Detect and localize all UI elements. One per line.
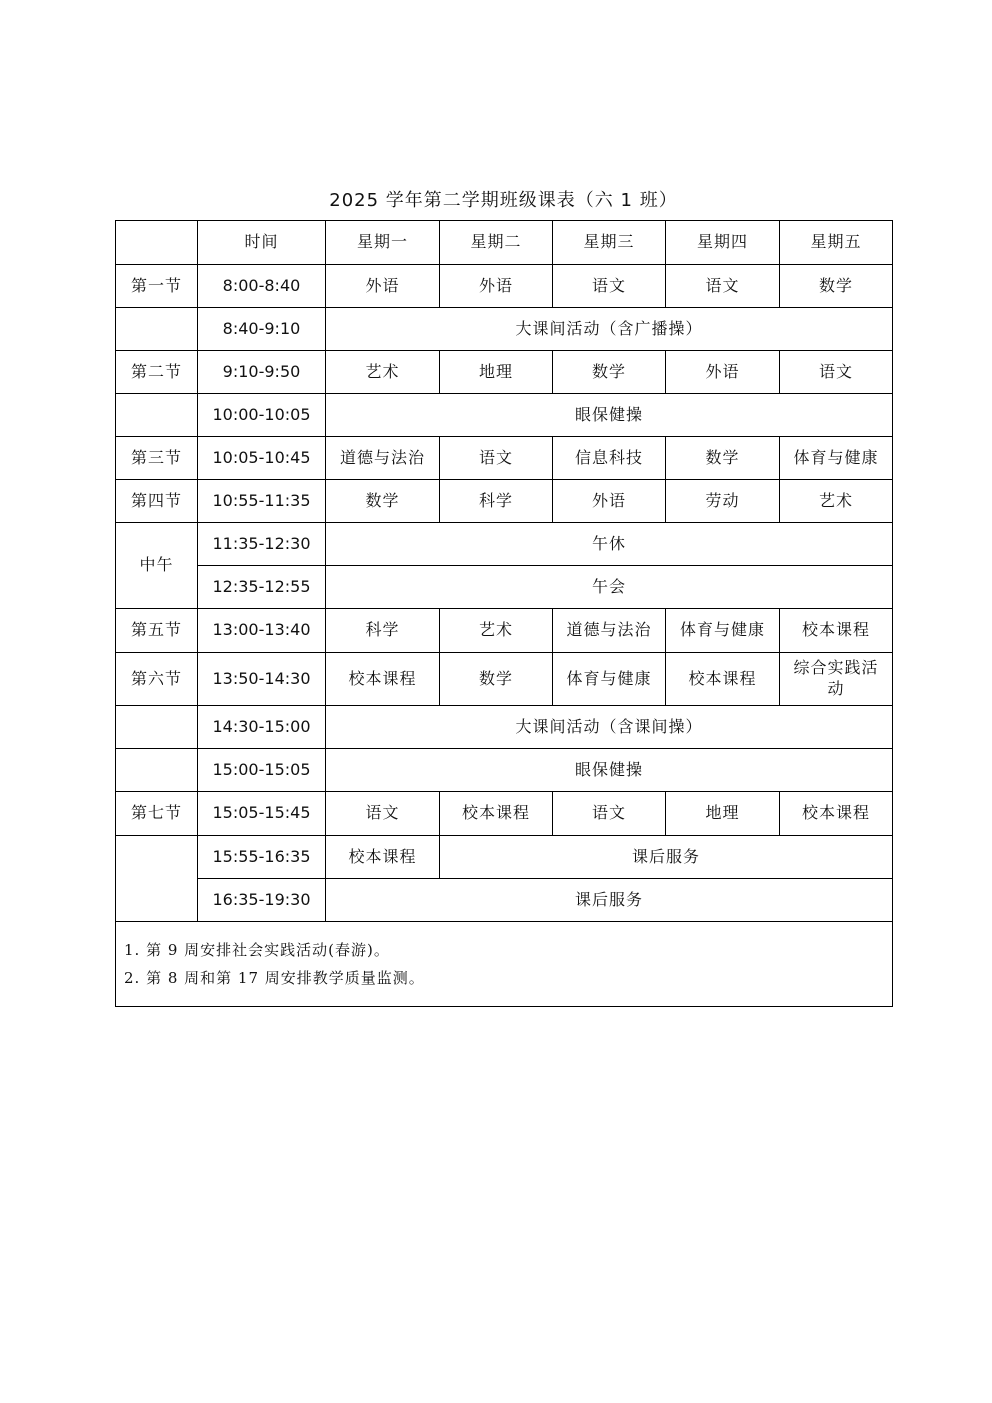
activity-cell: 课后服务 (326, 879, 893, 922)
table-row (116, 653, 893, 706)
notes-row (116, 922, 893, 1007)
subject-cell: 艺术 (440, 609, 553, 653)
header-row (116, 221, 893, 265)
activity-cell: 眼保健操 (326, 394, 893, 437)
subject-cell: 体育与健康 (666, 609, 780, 653)
subject-cell: 语文 (440, 437, 553, 480)
activity-cell: 午会 (326, 566, 893, 609)
table-row (116, 706, 893, 749)
subject-cell: 语文 (553, 265, 666, 308)
table-row (116, 437, 893, 480)
subject-cell: 综合实践活动 (780, 653, 893, 706)
time-cell: 10:55-11:35 (198, 480, 326, 523)
subject-cell: 校本课程 (780, 792, 893, 836)
subject-cell: 校本课程 (326, 836, 440, 879)
timetable (115, 220, 893, 1007)
subject-cell: 道德与法治 (326, 437, 440, 480)
note-item: 1. 第 9 周安排社会实践活动(春游)。 (124, 941, 390, 959)
table-row (116, 480, 893, 523)
time-cell: 12:35-12:55 (198, 566, 326, 609)
table-row (116, 308, 893, 351)
page-title: 2025 学年第二学期班级课表（六 1 班） (329, 190, 678, 211)
subject-cell: 道德与法治 (553, 609, 666, 653)
subject-cell: 数学 (780, 265, 893, 308)
time-cell: 15:05-15:45 (198, 792, 326, 836)
period-label: 第三节 (116, 437, 198, 480)
time-cell: 13:00-13:40 (198, 609, 326, 653)
subject-cell: 地理 (666, 792, 780, 836)
table-row (116, 879, 893, 922)
activity-cell: 大课间活动（含广播操） (326, 308, 893, 351)
subject-cell: 艺术 (780, 480, 893, 523)
subject-cell: 校本课程 (780, 609, 893, 653)
time-cell: 15:55-16:35 (198, 836, 326, 879)
time-cell: 8:40-9:10 (198, 308, 326, 351)
table-row (116, 836, 893, 879)
subject-cell: 外语 (666, 351, 780, 394)
period-label: 第一节 (116, 265, 198, 308)
notes-cell (116, 922, 893, 1007)
subject-cell: 地理 (440, 351, 553, 394)
header-time: 时间 (198, 221, 326, 265)
header-day-fri: 星期五 (780, 221, 893, 265)
subject-cell: 校本课程 (440, 792, 553, 836)
header-period (116, 221, 198, 265)
time-cell: 10:00-10:05 (198, 394, 326, 437)
activity-cell: 午休 (326, 523, 893, 566)
table-row (116, 566, 893, 609)
table-row (116, 609, 893, 653)
table-row (116, 792, 893, 836)
activity-cell: 眼保健操 (326, 749, 893, 792)
time-cell: 13:50-14:30 (198, 653, 326, 706)
period-label: 第七节 (116, 792, 198, 836)
subject-cell: 校本课程 (666, 653, 780, 706)
period-label (116, 749, 198, 792)
subject-cell: 艺术 (326, 351, 440, 394)
subject-cell: 体育与健康 (780, 437, 893, 480)
period-label: 第二节 (116, 351, 198, 394)
table-row (116, 265, 893, 308)
period-label-noon: 中午 (116, 523, 198, 609)
subject-cell: 语文 (666, 265, 780, 308)
subject-cell: 数学 (666, 437, 780, 480)
time-cell: 10:05-10:45 (198, 437, 326, 480)
period-label: 第五节 (116, 609, 198, 653)
time-cell: 9:10-9:50 (198, 351, 326, 394)
subject-cell: 外语 (553, 480, 666, 523)
subject-cell: 语文 (780, 351, 893, 394)
time-cell: 15:00-15:05 (198, 749, 326, 792)
subject-cell: 体育与健康 (553, 653, 666, 706)
table-row (116, 351, 893, 394)
subject-cell: 校本课程 (326, 653, 440, 706)
time-cell: 14:30-15:00 (198, 706, 326, 749)
subject-cell: 语文 (326, 792, 440, 836)
period-label: 第六节 (116, 653, 198, 706)
subject-cell: 科学 (326, 609, 440, 653)
note-item: 2. 第 8 周和第 17 周安排教学质量监测。 (124, 969, 425, 987)
header-day-thu: 星期四 (666, 221, 780, 265)
time-cell: 16:35-19:30 (198, 879, 326, 922)
period-label (116, 394, 198, 437)
subject-cell: 科学 (440, 480, 553, 523)
subject-cell: 信息科技 (553, 437, 666, 480)
subject-cell: 语文 (553, 792, 666, 836)
subject-cell: 劳动 (666, 480, 780, 523)
time-cell: 11:35-12:30 (198, 523, 326, 566)
header-day-tue: 星期二 (440, 221, 553, 265)
subject-cell: 数学 (553, 351, 666, 394)
time-cell: 8:00-8:40 (198, 265, 326, 308)
table-row (116, 749, 893, 792)
period-label (116, 706, 198, 749)
period-label: 第四节 (116, 480, 198, 523)
header-day-mon: 星期一 (326, 221, 440, 265)
subject-cell: 外语 (326, 265, 440, 308)
activity-cell: 课后服务 (440, 836, 893, 879)
subject-cell: 数学 (326, 480, 440, 523)
period-label-after (116, 836, 198, 922)
period-label (116, 308, 198, 351)
activity-cell: 大课间活动（含课间操） (326, 706, 893, 749)
subject-cell: 外语 (440, 265, 553, 308)
table-row (116, 394, 893, 437)
subject-cell: 数学 (440, 653, 553, 706)
header-day-wed: 星期三 (553, 221, 666, 265)
table-row (116, 523, 893, 566)
